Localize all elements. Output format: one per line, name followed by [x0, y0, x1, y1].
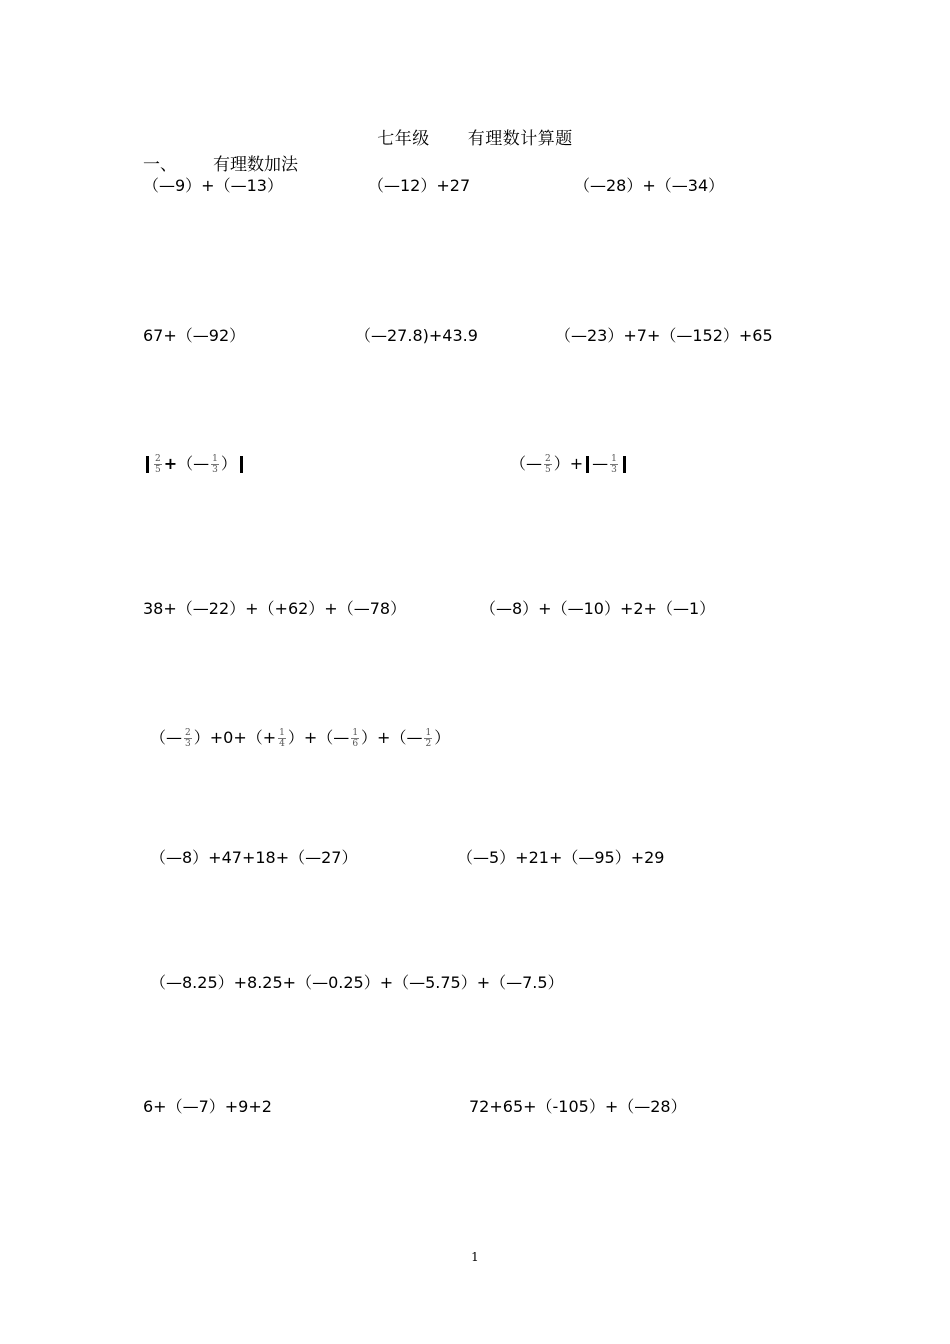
- problem-15: 6+（—7）+9+2: [143, 1097, 272, 1116]
- problem-1: （—9）+（—13）: [143, 176, 283, 195]
- problem-8: （— $\frac{2}{5}$ ）+ — $\frac{1}{3}$: [510, 453, 629, 475]
- problem-2: （—12）+27: [368, 176, 471, 195]
- section-name: 有理数加法: [213, 155, 298, 175]
- fraction: $\frac{1}{3}$: [212, 454, 218, 475]
- fraction: $\frac{1}{3}$: [611, 454, 617, 475]
- problem-14: （—8.25）+8.25+（—0.25）+（—5.75）+（—7.5）: [150, 973, 564, 992]
- fraction: $\frac{1}{2}$: [425, 728, 432, 749]
- fraction: $\frac{2}{3}$: [185, 728, 191, 749]
- problem-3: （—28）+（—34）: [574, 176, 725, 195]
- abs-bar-left: [586, 456, 589, 473]
- problem-16: 72+65+（-105）+（—28）: [469, 1097, 687, 1116]
- abs-bar-left: [146, 456, 149, 473]
- page-number: 1: [471, 1250, 479, 1264]
- abs-bar-right: [623, 456, 626, 473]
- section-heading: [143, 150, 298, 175]
- problem-7: $\frac{2}{5}$ +（— $\frac{1}{3}$ ）: [143, 453, 246, 475]
- page-title: [0, 124, 950, 149]
- section-number: 一、: [143, 155, 177, 175]
- fraction: $\frac{2}{5}$: [155, 454, 161, 475]
- problem-6: （—23）+7+（—152）+65: [555, 326, 773, 345]
- problem-10: （—8）+（—10）+2+（—1）: [480, 599, 716, 618]
- abs-bar-right: [240, 456, 243, 473]
- fraction: $\frac{2}{5}$: [545, 454, 551, 475]
- title-topic: 有理数计算题: [467, 129, 573, 149]
- problem-9: 38+（—22）+（+62）+（—78）: [143, 599, 407, 618]
- problem-4: 67+（—92）: [143, 326, 246, 345]
- fraction: $\frac{1}{4}$: [279, 728, 285, 749]
- fraction: $\frac{1}{6}$: [352, 728, 359, 749]
- problem-5: （—27.8)+43.9: [355, 326, 478, 345]
- title-grade: 七年级: [377, 129, 430, 149]
- problem-12: （—8）+47+18+（—27）: [150, 848, 358, 867]
- problem-11: （— $\frac{2}{3}$ ）+0+（+ $\frac{1}{4}$ ）+（— $\frac{1}{6}$ ）+（— $\frac{1}{2}$ ）: [150, 728, 451, 749]
- problem-13: （—5）+21+（—95）+29: [457, 848, 665, 867]
